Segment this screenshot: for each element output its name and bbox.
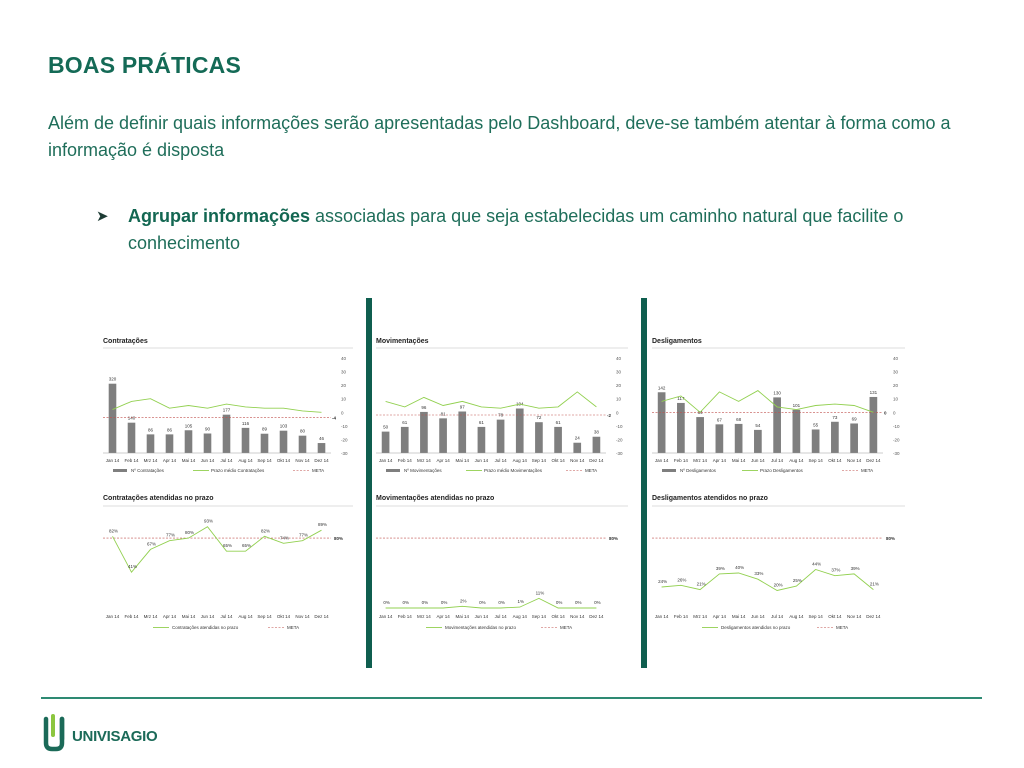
point-label: 65% <box>222 543 233 549</box>
x-tick-label: Jul 14 <box>771 614 784 619</box>
legend-label: META <box>861 468 874 473</box>
point-label: 20% <box>773 582 783 588</box>
x-tick-label: Mai 14 <box>731 614 746 619</box>
bar <box>716 424 724 453</box>
y2-tick-label: 10 <box>893 396 899 402</box>
y2-tick-label: -10 <box>893 423 900 429</box>
bar-label: 140 <box>127 415 136 421</box>
x-tick-label: Aug 14 <box>238 614 253 619</box>
bar-label: 81 <box>440 411 446 417</box>
x-tick-label: Aug 14 <box>789 614 804 619</box>
bullet-strong: Agrupar informações <box>128 206 311 226</box>
x-tick-label: Jun 14 <box>474 614 489 619</box>
bar <box>242 428 250 453</box>
y2-tick-label: 40 <box>616 356 622 361</box>
bar <box>280 431 288 453</box>
x-tick-label: Okt 14 <box>276 614 291 619</box>
x-tick-label: Aug 14 <box>789 458 804 463</box>
y2-tick-label: -20 <box>893 437 900 443</box>
bullet-text <box>98 203 968 257</box>
chart-title: Contratações atendidas no prazo <box>103 495 214 502</box>
point-label: 41% <box>127 564 138 570</box>
bar-label: 67 <box>716 417 722 423</box>
meta-label: 80% <box>334 536 344 542</box>
y2-tick-label: -10 <box>616 423 623 429</box>
point-label: 89% <box>317 522 328 528</box>
point-label: 74% <box>279 535 290 541</box>
legend-label: Prazo médio Movimentações <box>484 468 543 473</box>
x-tick-label: Apr 14 <box>712 458 727 463</box>
x-tick-label: Nov 14 <box>570 458 585 463</box>
bar-label: 84 <box>697 410 703 416</box>
bar <box>497 420 505 453</box>
bar-label: 73 <box>832 414 838 420</box>
legend-bar-swatch <box>386 469 400 472</box>
legend-label: META <box>287 625 300 630</box>
bar-label: 86 <box>166 427 173 433</box>
point-label: 0% <box>440 600 448 605</box>
bar-label: 117 <box>677 395 685 401</box>
bar <box>382 432 390 453</box>
y2-tick-label: 10 <box>341 396 347 402</box>
y2-tick-label: -30 <box>341 451 348 456</box>
x-tick-label: Sep 14 <box>531 458 547 463</box>
x-tick-label: Jan 14 <box>378 458 393 463</box>
y2-tick-label: 10 <box>616 396 622 402</box>
x-tick-label: Sep 14 <box>808 458 823 463</box>
bar-label: 105 <box>184 423 193 429</box>
bar-label: 86 <box>147 427 154 433</box>
bar <box>831 422 839 453</box>
legend-label: META <box>560 625 573 630</box>
series-line <box>386 392 597 408</box>
x-tick-label: Jul 14 <box>220 458 233 463</box>
series-line <box>113 527 322 573</box>
y2-tick-label: 30 <box>616 369 622 375</box>
legend-label: Contratações atendidas no prazo <box>172 625 239 630</box>
x-tick-label: Okt 14 <box>551 458 565 463</box>
bar <box>850 423 858 453</box>
bar-label: 80 <box>299 428 306 434</box>
dashboard-image <box>97 298 914 670</box>
brand-name: UNIVISAGIO <box>72 728 158 745</box>
point-label: 80% <box>184 530 195 536</box>
legend-label: Prazo Desligamentos <box>760 468 803 473</box>
y2-tick-label: 20 <box>616 383 622 389</box>
x-tick-label: Feb 14 <box>124 614 139 619</box>
bar <box>420 412 428 453</box>
x-tick-label: Dez 14 <box>866 614 881 619</box>
point-label: 82% <box>260 528 271 534</box>
x-tick-label: Mrz 14 <box>417 614 431 619</box>
y2-tick-label: 0 <box>341 410 344 416</box>
x-tick-label: Mrz 14 <box>693 458 708 463</box>
point-label: 2% <box>459 598 467 604</box>
x-tick-label: Aug 14 <box>238 458 253 463</box>
x-tick-label: Nov 14 <box>570 614 585 619</box>
slide-title: BOAS PRÁTICAS <box>48 52 242 78</box>
x-tick-label: Jul 14 <box>494 614 507 619</box>
bar-label: 101 <box>792 402 801 408</box>
legend-bar-swatch <box>113 469 127 472</box>
bar <box>735 424 743 453</box>
chart-title: Contratações <box>103 338 148 345</box>
y2-tick-label: 40 <box>893 356 899 361</box>
x-tick-label: Feb 14 <box>673 614 688 619</box>
bar <box>318 443 326 453</box>
point-label: 25% <box>792 578 802 584</box>
x-tick-label: Aug 14 <box>512 614 527 619</box>
bar <box>109 384 117 453</box>
x-tick-label: Nov 14 <box>295 614 310 619</box>
legend-bar-swatch <box>662 469 676 472</box>
intro-paragraph: Além de definir quais informações serão apresentadas pelo Dashboard, deve-se também atentar à forma como a informação é disposta <box>48 113 951 160</box>
bar <box>439 418 447 453</box>
bar <box>185 430 193 453</box>
bar-label: 97 <box>459 404 465 410</box>
x-tick-label: Jan 14 <box>654 614 669 619</box>
x-tick-label: Jun 14 <box>751 614 765 619</box>
point-label: 40% <box>735 565 745 571</box>
bar <box>554 427 562 453</box>
y2-tick-label: 40 <box>341 356 347 361</box>
bar-label: 177 <box>222 407 231 413</box>
x-tick-label: Jul 14 <box>220 614 233 619</box>
bar <box>478 427 486 453</box>
y2-tick-label: 30 <box>893 369 899 375</box>
bullet-item <box>98 203 968 257</box>
bar-label: 46 <box>318 436 325 442</box>
bar <box>223 415 231 453</box>
bar <box>812 429 820 453</box>
legend-label: Nº Movimentações <box>404 468 442 473</box>
point-label: 0% <box>574 600 582 605</box>
bar <box>147 434 155 453</box>
x-tick-label: Mrz 14 <box>143 614 158 619</box>
chart-title: Desligamentos atendidos no prazo <box>652 495 768 502</box>
x-tick-label: Dez 14 <box>866 458 881 463</box>
x-tick-label: Sep 14 <box>257 614 272 619</box>
series-line <box>662 391 874 416</box>
point-label: 0% <box>402 600 410 605</box>
bar-label: 61 <box>402 419 408 425</box>
point-label: 21% <box>869 581 879 587</box>
bar <box>299 436 307 453</box>
x-tick-label: Jun 14 <box>751 458 765 463</box>
point-label: 93% <box>203 518 214 524</box>
bar <box>870 397 878 453</box>
y2-tick-label: 20 <box>341 383 347 389</box>
x-tick-label: Dez 14 <box>314 614 329 619</box>
series-line <box>386 598 597 608</box>
x-tick-label: Jul 14 <box>771 458 784 463</box>
meta-label: 0 <box>884 410 887 416</box>
x-tick-label: Nov 14 <box>846 614 862 619</box>
x-tick-label: Sep 14 <box>808 614 823 619</box>
y2-tick-label: -20 <box>616 437 623 443</box>
x-tick-label: Jun 14 <box>200 614 215 619</box>
x-tick-label: Jan 14 <box>105 614 120 619</box>
meta-label: -4 <box>332 415 337 421</box>
x-tick-label: Sep 14 <box>531 614 547 619</box>
bar-label: 50 <box>383 424 389 430</box>
x-tick-label: Apr 14 <box>162 458 177 463</box>
legend-label: META <box>836 625 849 630</box>
x-tick-label: Mrz 14 <box>417 458 431 463</box>
point-label: 37% <box>831 567 841 573</box>
bar-label: 55 <box>813 422 819 428</box>
bar-label: 38 <box>593 429 599 435</box>
bar <box>261 434 269 453</box>
x-tick-label: Apr 14 <box>436 458 450 463</box>
x-tick-label: Mai 14 <box>455 614 470 619</box>
point-label: 82% <box>108 528 119 534</box>
x-tick-label: Nov 14 <box>846 458 862 463</box>
x-tick-label: Jun 14 <box>474 458 489 463</box>
bar <box>696 417 704 453</box>
x-tick-label: Feb 14 <box>397 458 412 463</box>
bar-label: 103 <box>279 423 288 429</box>
point-label: 0% <box>555 600 563 605</box>
bar-label: 142 <box>657 385 666 391</box>
meta-label: 80% <box>886 536 896 542</box>
y2-tick-label: 20 <box>893 383 899 389</box>
bar-label: 61 <box>478 419 484 425</box>
bar <box>593 437 601 453</box>
y2-tick-label: -10 <box>341 423 348 429</box>
x-tick-label: Mrz 14 <box>143 458 158 463</box>
point-label: 77% <box>298 532 309 538</box>
bar-label: 90 <box>204 426 211 432</box>
x-tick-label: Mai 14 <box>181 614 196 619</box>
point-label: 65% <box>241 543 252 549</box>
bar-label: 104 <box>515 401 524 407</box>
bar <box>573 443 581 453</box>
point-label: 0% <box>498 600 505 605</box>
x-tick-label: Feb 14 <box>124 458 139 463</box>
x-tick-label: Jan 14 <box>378 614 393 619</box>
x-tick-label: Sep 14 <box>257 458 272 463</box>
y2-tick-label: -30 <box>893 451 900 456</box>
x-tick-label: Okt 14 <box>828 614 842 619</box>
x-tick-label: Dez 14 <box>589 614 604 619</box>
bar <box>793 410 801 453</box>
chart-title: Desligamentos <box>652 338 702 345</box>
point-label: 1% <box>517 599 525 605</box>
panel-divider <box>366 298 372 668</box>
x-tick-label: Aug 14 <box>512 458 527 463</box>
series-line <box>113 399 322 413</box>
y2-tick-label: -30 <box>616 451 623 456</box>
point-label: 11% <box>535 590 545 596</box>
bar-label: 96 <box>421 404 427 410</box>
x-tick-label: Nov 14 <box>295 458 310 463</box>
point-label: 0% <box>594 600 601 605</box>
bar <box>535 422 543 453</box>
legend-label: META <box>585 468 598 473</box>
meta-label: 80% <box>609 536 619 542</box>
bar <box>754 430 762 453</box>
y2-tick-label: -20 <box>341 437 348 443</box>
x-tick-label: Jun 14 <box>200 458 215 463</box>
meta-label: -2 <box>607 413 612 418</box>
x-tick-label: Mai 14 <box>731 458 746 463</box>
x-tick-label: Okt 14 <box>828 458 842 463</box>
footer-divider <box>41 697 982 699</box>
x-tick-label: Okt 14 <box>276 458 291 463</box>
y2-tick-label: 0 <box>893 410 896 416</box>
bar-label: 69 <box>851 416 857 422</box>
bar <box>458 412 466 453</box>
x-tick-label: Jan 14 <box>105 458 120 463</box>
bar-label: 130 <box>773 390 781 396</box>
bar-label: 61 <box>555 419 561 425</box>
point-label: 24% <box>658 579 668 585</box>
legend-label: Nº Desligamentos <box>680 468 716 473</box>
x-tick-label: Dez 14 <box>589 458 604 463</box>
bar-label: 116 <box>241 420 250 426</box>
point-label: 44% <box>812 561 822 567</box>
x-tick-label: Mai 14 <box>455 458 470 463</box>
bar-label: 78 <box>498 412 504 418</box>
bar <box>401 427 409 453</box>
bar <box>773 397 781 453</box>
x-tick-label: Mrz 14 <box>693 614 708 619</box>
bar-label: 68 <box>736 416 742 422</box>
x-tick-label: Feb 14 <box>397 614 412 619</box>
x-tick-label: Apr 14 <box>436 614 450 619</box>
bar <box>166 434 174 453</box>
arrow-bullet-icon: ➤ <box>96 208 109 225</box>
point-label: 0% <box>479 600 486 605</box>
x-tick-label: Okt 14 <box>551 614 565 619</box>
point-label: 39% <box>850 565 860 571</box>
point-label: 33% <box>754 571 764 577</box>
bar <box>677 403 685 453</box>
bar-label: 89 <box>261 426 268 432</box>
point-label: 21% <box>696 581 706 587</box>
bar-label: 131 <box>869 389 878 395</box>
legend-label: Desligamentos atendidos no prazo <box>721 625 791 630</box>
legend-label: Prazo médio Contratações <box>211 468 265 473</box>
point-label: 0% <box>383 600 390 605</box>
x-tick-label: Dez 14 <box>314 458 329 463</box>
chart-title: Movimentações <box>376 338 429 345</box>
x-tick-label: Mai 14 <box>181 458 196 463</box>
chart-title: Movimentações atendidas no prazo <box>376 495 495 502</box>
x-tick-label: Apr 14 <box>712 614 727 619</box>
point-label: 0% <box>421 600 429 605</box>
bar-label: 54 <box>755 422 761 428</box>
point-label: 39% <box>715 565 725 571</box>
bar-label: 24 <box>574 435 580 441</box>
x-tick-label: Apr 14 <box>162 614 177 619</box>
legend-label: Nº Contratações <box>131 468 164 473</box>
univisagio-logo <box>42 713 182 753</box>
legend-label: Movimentações atendidas no prazo <box>445 625 517 630</box>
panel-divider <box>641 298 647 668</box>
bar-label: 72 <box>536 415 542 421</box>
bullet-rest: associadas para que seja estabelecidas um caminho natural que facilite o conhecimento <box>128 206 904 253</box>
bar <box>128 423 136 453</box>
y2-tick-label: 0 <box>616 410 619 416</box>
legend-label: META <box>312 468 325 473</box>
y2-tick-label: 30 <box>341 369 347 375</box>
x-tick-label: Jan 14 <box>654 458 669 463</box>
x-tick-label: Feb 14 <box>673 458 688 463</box>
point-label: 67% <box>146 541 157 547</box>
point-label: 77% <box>165 532 176 538</box>
x-tick-label: Jul 14 <box>494 458 507 463</box>
point-label: 26% <box>677 577 687 583</box>
bar <box>204 434 212 453</box>
bar-label: 320 <box>108 376 117 382</box>
